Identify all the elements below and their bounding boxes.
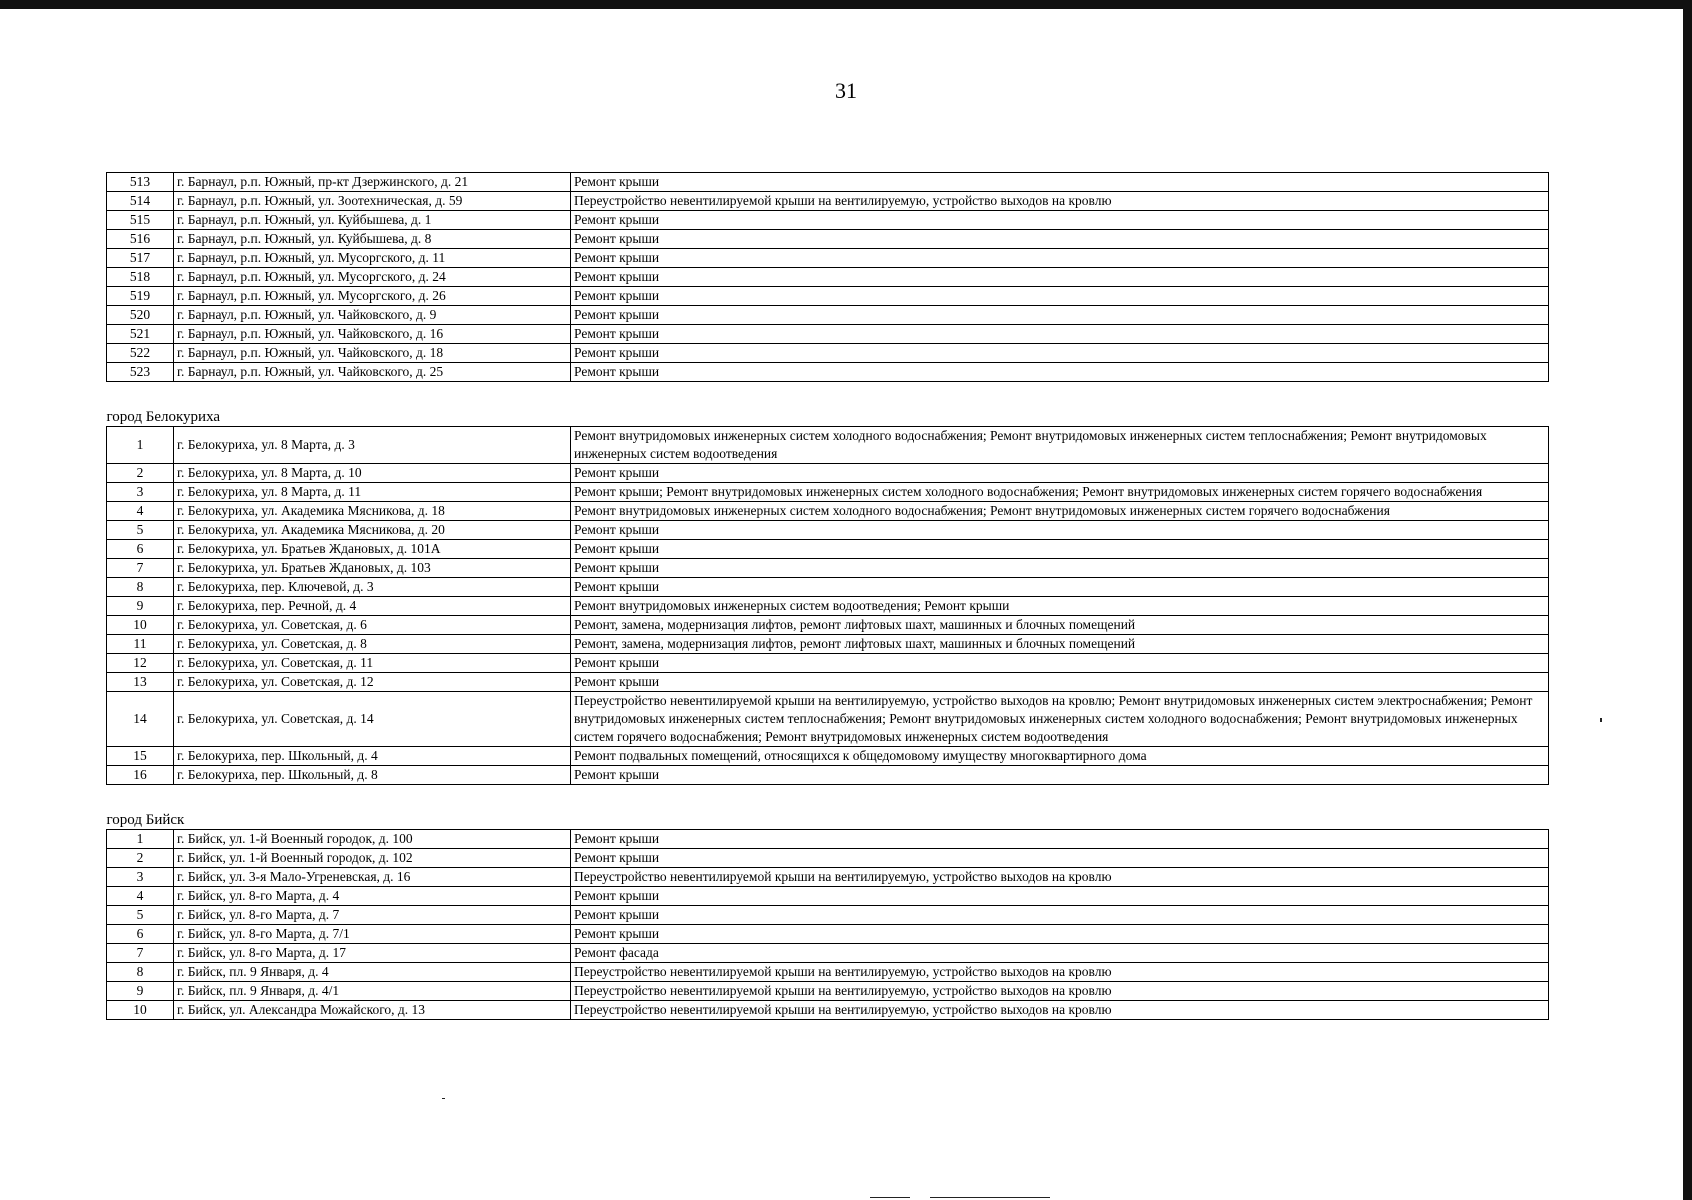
row-address: г. Белокуриха, ул. Братьев Ждановых, д. 103 (174, 559, 571, 578)
row-address: г. Белокуриха, ул. Советская, д. 12 (174, 673, 571, 692)
row-work-type: Ремонт подвальных помещений, относящихся к общедомовому имуществу многоквартирного дома (571, 747, 1549, 766)
row-number: 9 (107, 982, 174, 1001)
works-table-body (107, 173, 1549, 1020)
table-row (107, 344, 1549, 363)
row-number: 12 (107, 654, 174, 673)
row-work-type: Ремонт крыши (571, 540, 1549, 559)
row-number: 513 (107, 173, 174, 192)
row-address: г. Барнаул, р.п. Южный, ул. Зоотехническая, д. 59 (174, 192, 571, 211)
row-address: г. Белокуриха, пер. Ключевой, д. 3 (174, 578, 571, 597)
row-address: г. Белокуриха, ул. Советская, д. 11 (174, 654, 571, 673)
table-row (107, 982, 1549, 1001)
row-number: 519 (107, 287, 174, 306)
row-number: 8 (107, 963, 174, 982)
row-number: 3 (107, 483, 174, 502)
row-work-type: Переустройство невентилируемой крыши на вентилируемую, устройство выходов на кровлю (571, 868, 1549, 887)
row-number: 523 (107, 363, 174, 382)
table-row (107, 1001, 1549, 1020)
section-heading: город Бийск (106, 812, 185, 828)
table-row (107, 868, 1549, 887)
table-row (107, 427, 1549, 464)
table-row (107, 287, 1549, 306)
row-number: 13 (107, 673, 174, 692)
row-work-type: Ремонт крыши (571, 268, 1549, 287)
row-work-type: Ремонт крыши (571, 849, 1549, 868)
row-number: 8 (107, 578, 174, 597)
row-work-type: Ремонт крыши (571, 230, 1549, 249)
row-number: 3 (107, 868, 174, 887)
row-address: г. Барнаул, р.п. Южный, ул. Куйбышева, д. 8 (174, 230, 571, 249)
row-work-type: Ремонт крыши (571, 211, 1549, 230)
row-address: г. Бийск, ул. 1-й Военный городок, д. 100 (174, 830, 571, 849)
scan-top-border (0, 0, 1692, 9)
row-address: г. Бийск, ул. 8-го Марта, д. 7 (174, 906, 571, 925)
row-work-type: Ремонт крыши (571, 906, 1549, 925)
scan-speck (442, 1098, 445, 1099)
row-work-type: Ремонт, замена, модернизация лифтов, ремонт лифтовых шахт, машинных и блочных помещений (571, 635, 1549, 654)
row-number: 2 (107, 849, 174, 868)
section-heading: город Белокуриха (106, 409, 221, 425)
row-number: 10 (107, 616, 174, 635)
row-work-type: Ремонт, замена, модернизация лифтов, ремонт лифтовых шахт, машинных и блочных помещений (571, 616, 1549, 635)
row-work-type: Ремонт крыши (571, 521, 1549, 540)
row-work-type: Ремонт крыши (571, 249, 1549, 268)
row-address: г. Белокуриха, ул. Советская, д. 14 (174, 692, 571, 747)
row-address: г. Барнаул, р.п. Южный, ул. Куйбышева, д. 1 (174, 211, 571, 230)
row-address: г. Белокуриха, ул. Академика Мясникова, д. 18 (174, 502, 571, 521)
table-row (107, 944, 1549, 963)
row-address: г. Барнаул, р.п. Южный, ул. Мусоргского, д. 24 (174, 268, 571, 287)
row-work-type: Ремонт крыши (571, 830, 1549, 849)
section-gap-cell (107, 382, 1549, 405)
table-row (107, 654, 1549, 673)
table-row (107, 673, 1549, 692)
row-number: 1 (107, 427, 174, 464)
row-address: г. Бийск, пл. 9 Января, д. 4/1 (174, 982, 571, 1001)
page-number: 31 (835, 78, 857, 103)
row-address: г. Бийск, ул. 1-й Военный городок, д. 102 (174, 849, 571, 868)
row-number: 516 (107, 230, 174, 249)
scan-right-border (1683, 0, 1692, 1200)
scan-footer-line (930, 1197, 1050, 1198)
row-number: 2 (107, 464, 174, 483)
row-address: г. Белокуриха, пер. Речной, д. 4 (174, 597, 571, 616)
table-row (107, 766, 1549, 785)
row-number: 6 (107, 540, 174, 559)
row-address: г. Бийск, ул. 8-го Марта, д. 4 (174, 887, 571, 906)
row-work-type: Ремонт крыши (571, 559, 1549, 578)
row-address: г. Белокуриха, ул. Академика Мясникова, д. 20 (174, 521, 571, 540)
works-table (106, 172, 1549, 1020)
row-number: 9 (107, 597, 174, 616)
row-number: 514 (107, 192, 174, 211)
row-address: г. Барнаул, р.п. Южный, ул. Мусоргского, д. 26 (174, 287, 571, 306)
table-row (107, 268, 1549, 287)
row-work-type: Ремонт крыши (571, 673, 1549, 692)
row-number: 10 (107, 1001, 174, 1020)
table-row (107, 306, 1549, 325)
row-number: 7 (107, 944, 174, 963)
row-number: 1 (107, 830, 174, 849)
row-work-type: Ремонт крыши (571, 173, 1549, 192)
row-address: г. Барнаул, р.п. Южный, пр-кт Дзержинского, д. 21 (174, 173, 571, 192)
row-work-type: Ремонт крыши (571, 306, 1549, 325)
table-row (107, 692, 1549, 747)
row-work-type: Ремонт крыши (571, 578, 1549, 597)
table-row (107, 192, 1549, 211)
section-heading-row (107, 807, 1549, 830)
row-work-type: Ремонт крыши (571, 887, 1549, 906)
row-number: 4 (107, 887, 174, 906)
row-work-type: Переустройство невентилируемой крыши на вентилируемую, устройство выходов на кровлю (571, 1001, 1549, 1020)
row-number: 11 (107, 635, 174, 654)
section-gap (107, 785, 1549, 808)
row-work-type: Ремонт крыши (571, 766, 1549, 785)
table-row (107, 211, 1549, 230)
row-work-type: Переустройство невентилируемой крыши на вентилируемую, устройство выходов на кровлю (571, 963, 1549, 982)
row-address: г. Барнаул, р.п. Южный, ул. Мусоргского, д. 11 (174, 249, 571, 268)
row-address: г. Бийск, ул. Александра Можайского, д. 13 (174, 1001, 571, 1020)
scan-speck (1600, 718, 1602, 722)
row-address: г. Бийск, пл. 9 Января, д. 4 (174, 963, 571, 982)
row-address: г. Белокуриха, ул. 8 Марта, д. 3 (174, 427, 571, 464)
table-row (107, 635, 1549, 654)
table-row (107, 325, 1549, 344)
row-number: 14 (107, 692, 174, 747)
table-row (107, 363, 1549, 382)
row-address: г. Белокуриха, ул. Советская, д. 6 (174, 616, 571, 635)
table-row (107, 925, 1549, 944)
row-number: 6 (107, 925, 174, 944)
row-number: 4 (107, 502, 174, 521)
row-number: 5 (107, 521, 174, 540)
table-row (107, 616, 1549, 635)
row-work-type: Ремонт фасада (571, 944, 1549, 963)
table-row (107, 578, 1549, 597)
row-address: г. Бийск, ул. 8-го Марта, д. 7/1 (174, 925, 571, 944)
table-row (107, 887, 1549, 906)
section-gap (107, 382, 1549, 405)
row-work-type: Ремонт крыши (571, 654, 1549, 673)
row-work-type: Ремонт внутридомовых инженерных систем холодного водоснабжения; Ремонт внутридомовых инженерных систем горячего водоснабжения (571, 502, 1549, 521)
row-work-type: Переустройство невентилируемой крыши на вентилируемую, устройство выходов на кровлю; Ремонт внутридомовых инженерных систем электроснабжения; Ремонт внутридомовых инженерных систем теплоснабжения; Ремонт внутридомовых инженерных систем холодного водоснабжения; Ремонт внутридомовых инженерных систем горячего водоснабжения; Ремонт внутридомовых инженерных систем водоотведения (571, 692, 1549, 747)
row-number: 515 (107, 211, 174, 230)
table-row (107, 249, 1549, 268)
section-gap-cell (107, 785, 1549, 808)
row-number: 520 (107, 306, 174, 325)
row-address: г. Бийск, ул. 8-го Марта, д. 17 (174, 944, 571, 963)
row-address: г. Белокуриха, пер. Школьный, д. 4 (174, 747, 571, 766)
row-work-type: Ремонт крыши (571, 344, 1549, 363)
row-number: 16 (107, 766, 174, 785)
row-address: г. Белокуриха, ул. 8 Марта, д. 11 (174, 483, 571, 502)
row-address: г. Белокуриха, ул. Советская, д. 8 (174, 635, 571, 654)
row-work-type: Переустройство невентилируемой крыши на вентилируемую, устройство выходов на кровлю (571, 982, 1549, 1001)
table-row (107, 963, 1549, 982)
row-work-type: Ремонт крыши (571, 464, 1549, 483)
row-number: 5 (107, 906, 174, 925)
table-row (107, 597, 1549, 616)
table-row (107, 173, 1549, 192)
table-row (107, 521, 1549, 540)
section-heading-row (107, 404, 1549, 427)
row-address: г. Белокуриха, пер. Школьный, д. 8 (174, 766, 571, 785)
row-address: г. Барнаул, р.п. Южный, ул. Чайковского, д. 18 (174, 344, 571, 363)
row-work-type: Ремонт крыши (571, 325, 1549, 344)
row-number: 517 (107, 249, 174, 268)
row-work-type: Ремонт внутридомовых инженерных систем водоотведения; Ремонт крыши (571, 597, 1549, 616)
row-work-type: Ремонт крыши (571, 363, 1549, 382)
row-work-type: Ремонт крыши (571, 925, 1549, 944)
row-number: 7 (107, 559, 174, 578)
row-number: 522 (107, 344, 174, 363)
table-row (107, 906, 1549, 925)
works-table-container (106, 172, 1549, 1020)
scan-footer-line (870, 1197, 910, 1198)
row-address: г. Белокуриха, ул. 8 Марта, д. 10 (174, 464, 571, 483)
row-work-type: Ремонт внутридомовых инженерных систем холодного водоснабжения; Ремонт внутридомовых инженерных систем теплоснабжения; Ремонт внутридомовых инженерных систем водоотведения (571, 427, 1549, 464)
table-row (107, 559, 1549, 578)
row-address: г. Бийск, ул. 3-я Мало-Угреневская, д. 16 (174, 868, 571, 887)
table-row (107, 830, 1549, 849)
table-row (107, 464, 1549, 483)
row-number: 15 (107, 747, 174, 766)
table-row (107, 849, 1549, 868)
row-address: г. Белокуриха, ул. Братьев Ждановых, д. 101А (174, 540, 571, 559)
table-row (107, 483, 1549, 502)
row-address: г. Барнаул, р.п. Южный, ул. Чайковского, д. 25 (174, 363, 571, 382)
row-number: 518 (107, 268, 174, 287)
row-work-type: Ремонт крыши; Ремонт внутридомовых инженерных систем холодного водоснабжения; Ремонт внутридомовых инженерных систем горячего водоснабжения (571, 483, 1549, 502)
row-address: г. Барнаул, р.п. Южный, ул. Чайковского, д. 9 (174, 306, 571, 325)
table-row (107, 230, 1549, 249)
table-row (107, 502, 1549, 521)
row-address: г. Барнаул, р.п. Южный, ул. Чайковского, д. 16 (174, 325, 571, 344)
row-work-type: Переустройство невентилируемой крыши на вентилируемую, устройство выходов на кровлю (571, 192, 1549, 211)
table-row (107, 747, 1549, 766)
row-number: 521 (107, 325, 174, 344)
table-row (107, 540, 1549, 559)
row-work-type: Ремонт крыши (571, 287, 1549, 306)
